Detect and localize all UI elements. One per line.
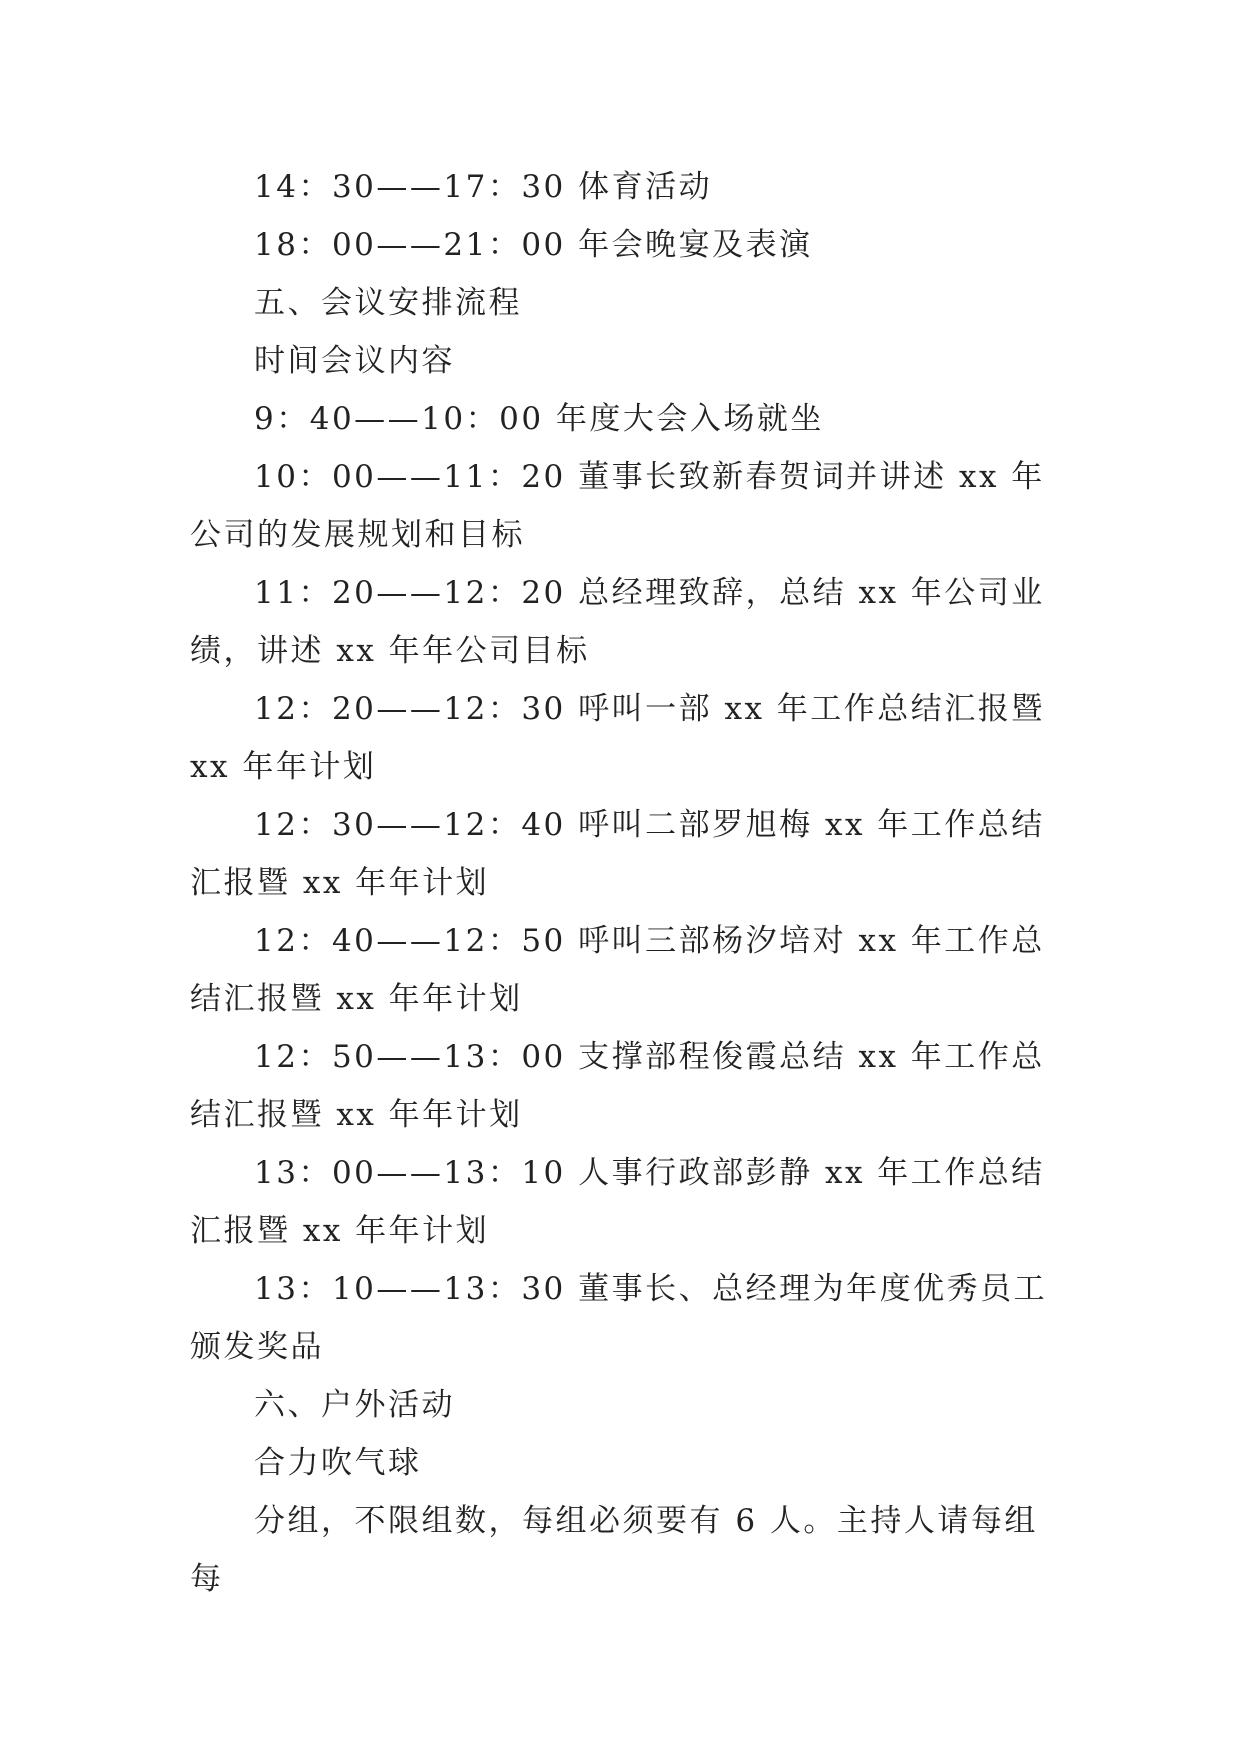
- section-heading-meeting-agenda: 五、会议安排流程: [254, 285, 522, 321]
- paragraph-schedule-banquet: 18：00——21：00 年会晚宴及表演: [254, 227, 813, 263]
- paragraph-agenda-item: 12：20——12：30 呼叫一部 xx 年工作总结汇报暨 xx 年年计划: [190, 691, 1045, 785]
- paragraph-activity-description: 分组，不限组数，每组必须要有 6 人。主持人请每组每: [190, 1503, 1038, 1597]
- paragraph-agenda-item: 12：30——12：40 呼叫二部罗旭梅 xx 年工作总结汇报暨 xx 年年计划: [190, 807, 1045, 901]
- paragraph-agenda-item: 10：00——11：20 董事长致新春贺词并讲述 xx 年公司的发展规划和目标: [190, 459, 1045, 553]
- paragraph-agenda-item: 11：20——12：20 总经理致辞，总结 xx 年公司业绩，讲述 xx 年年公司目标: [190, 575, 1045, 669]
- document-body: [190, 158, 1056, 1608]
- paragraph-agenda-header: 时间会议内容: [254, 343, 455, 379]
- paragraph-agenda-item: 12：40——12：50 呼叫三部杨汐培对 xx 年工作总结汇报暨 xx 年年计划: [190, 923, 1045, 1017]
- paragraph-agenda-item: 13：10——13：30 董事长、总经理为年度优秀员工颁发奖品: [190, 1271, 1048, 1365]
- paragraph-activity-title: 合力吹气球: [254, 1445, 422, 1481]
- paragraph-schedule-sports: 14：30——17：30 体育活动: [254, 169, 713, 205]
- paragraph-agenda-item: 9：40——10：00 年度大会入场就坐: [254, 401, 824, 437]
- paragraph-agenda-item: 12：50——13：00 支撑部程俊霞总结 xx 年工作总结汇报暨 xx 年年计划: [190, 1039, 1045, 1133]
- paragraph-agenda-item: 13：00——13：10 人事行政部彭静 xx 年工作总结汇报暨 xx 年年计划: [190, 1155, 1045, 1249]
- section-heading-outdoor-activities: 六、户外活动: [254, 1387, 455, 1423]
